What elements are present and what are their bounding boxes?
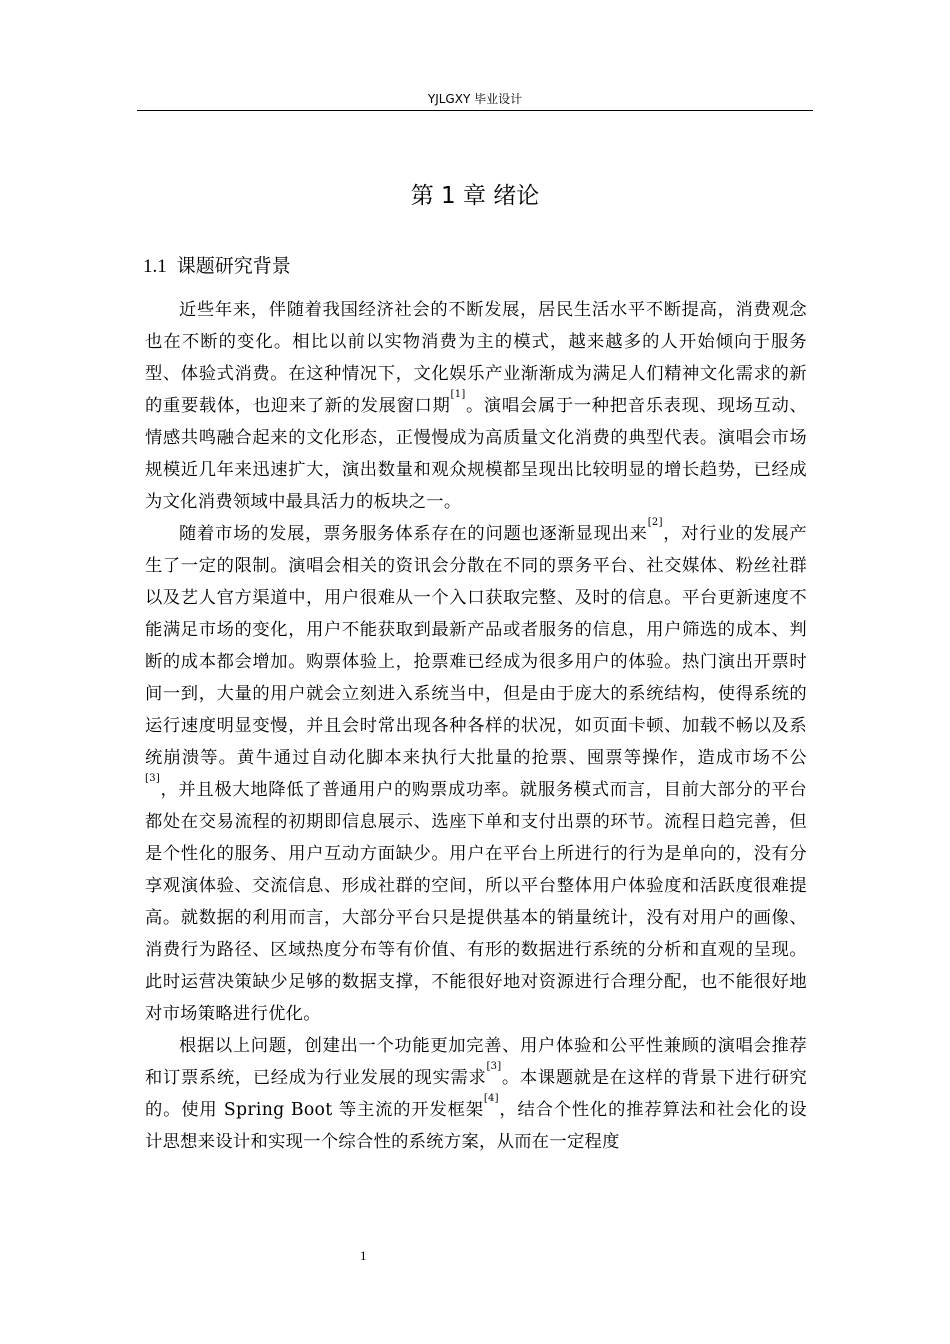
paragraph-text: ，并且极大地降低了普通用户的购票成功率。就服务模式而言，目前大部分的平台都处在交易流程的初期即信息展示、选座下单和支付出票的环节。流程日趋完善，但是个性化的服务、用户互动方面缺少。用户在平台上所进行的行为是单向的，没有分享观演体验、交流信息、形成社群的空间，所以平台整体用户体验度和活跃度很难提高。就数据的利用而言，大部分平台只是提供基本的销量统计，没有对用户的画像、消费行为路径、区域热度分布等有价值、有形的数据进行系统的分析和直观的呈现。此时运营决策缺少足够的数据支撑，不能很好地对资源进行合理分配，也不能很好地对市场策略进行优化。	[145, 780, 807, 1024]
body-text	[145, 294, 807, 1158]
page-header: YJLGXY 毕业设计	[427, 92, 523, 106]
chapter-title: 第 1 章 绪论	[410, 183, 540, 209]
page-number: 1	[360, 1248, 367, 1263]
paragraph	[145, 1030, 807, 1158]
citation-ref: [3]	[145, 773, 161, 784]
citation-ref: [3]	[486, 1061, 502, 1072]
section-heading	[143, 252, 291, 281]
paragraph-text: 根据以上问题，创建出一个功能更加完善、用户体验和公平性兼顾的演唱会推荐和订票系统，已经成为行业发展的现实需求	[145, 1036, 807, 1088]
section-number: 1.1	[143, 256, 167, 277]
paragraph-text: ，对行业的发展产生了一定的限制。演唱会相关的资讯会分散在不同的票务平台、社交媒体、粉丝社群以及艺人官方渠道中，用户很难从一个入口获取完整、及时的信息。平台更新速度不能满足市场的变化，用户不能获取到最新产品或者服务的信息，用户筛选的成本、判断的成本都会增加。购票体验上，抢票难已经成为很多用户的体验。热门演出开票时间一到，大量的用户就会立刻进入系统当中，但是由于庞大的系统结构，使得系统的运行速度明显变慢，并且会时常出现各种各样的状况，如页面卡顿、加载不畅以及系统崩溃等。黄牛通过自动化脚本来执行大批量的抢票、囤票等操作，造成市场不公	[145, 524, 807, 768]
paragraph-text: 。演唱会属于一种把音乐表现、现场互动、情感共鸣融合起来的文化形态，正慢慢成为高质量文化消费的典型代表。演唱会市场规模近几年来迅速扩大，演出数量和观众规模都呈现出比较明显的增长趋势，已经成为文化消费领域中最具活力的板块之一。	[145, 396, 808, 512]
citation-ref: [4]	[483, 1093, 499, 1104]
citation-ref: [2]	[647, 517, 663, 528]
section-title: 课题研究背景	[176, 255, 291, 277]
paragraph-text: 随着市场的发展，票务服务体系存在的问题也逐渐显现出来	[179, 524, 648, 544]
paragraph	[145, 518, 807, 1030]
paragraph-text: 近些年来，伴随着我国经济社会的不断发展，居民生活水平不断提高，消费观念也在不断的变化。相比以前以实物消费为主的模式，越来越多的人开始倾向于服务型、体验式消费。在这种情况下，文化娱乐产业渐渐成为满足人们精神文化需求的新的重要载体，也迎来了新的发展窗口期	[145, 300, 807, 416]
citation-ref: [1]	[450, 389, 466, 400]
paragraph-text: ，结合个性化的推荐算法和社会化的设计思想来设计和实现一个综合性的系统方案，从而在一定程度	[145, 1100, 807, 1152]
paragraph	[145, 294, 807, 518]
paragraph-text: 。本课题就是在这样的背景下进行研究的。使用 Spring Boot 等主流的开发框架	[145, 1068, 808, 1120]
header-rule	[137, 110, 813, 111]
